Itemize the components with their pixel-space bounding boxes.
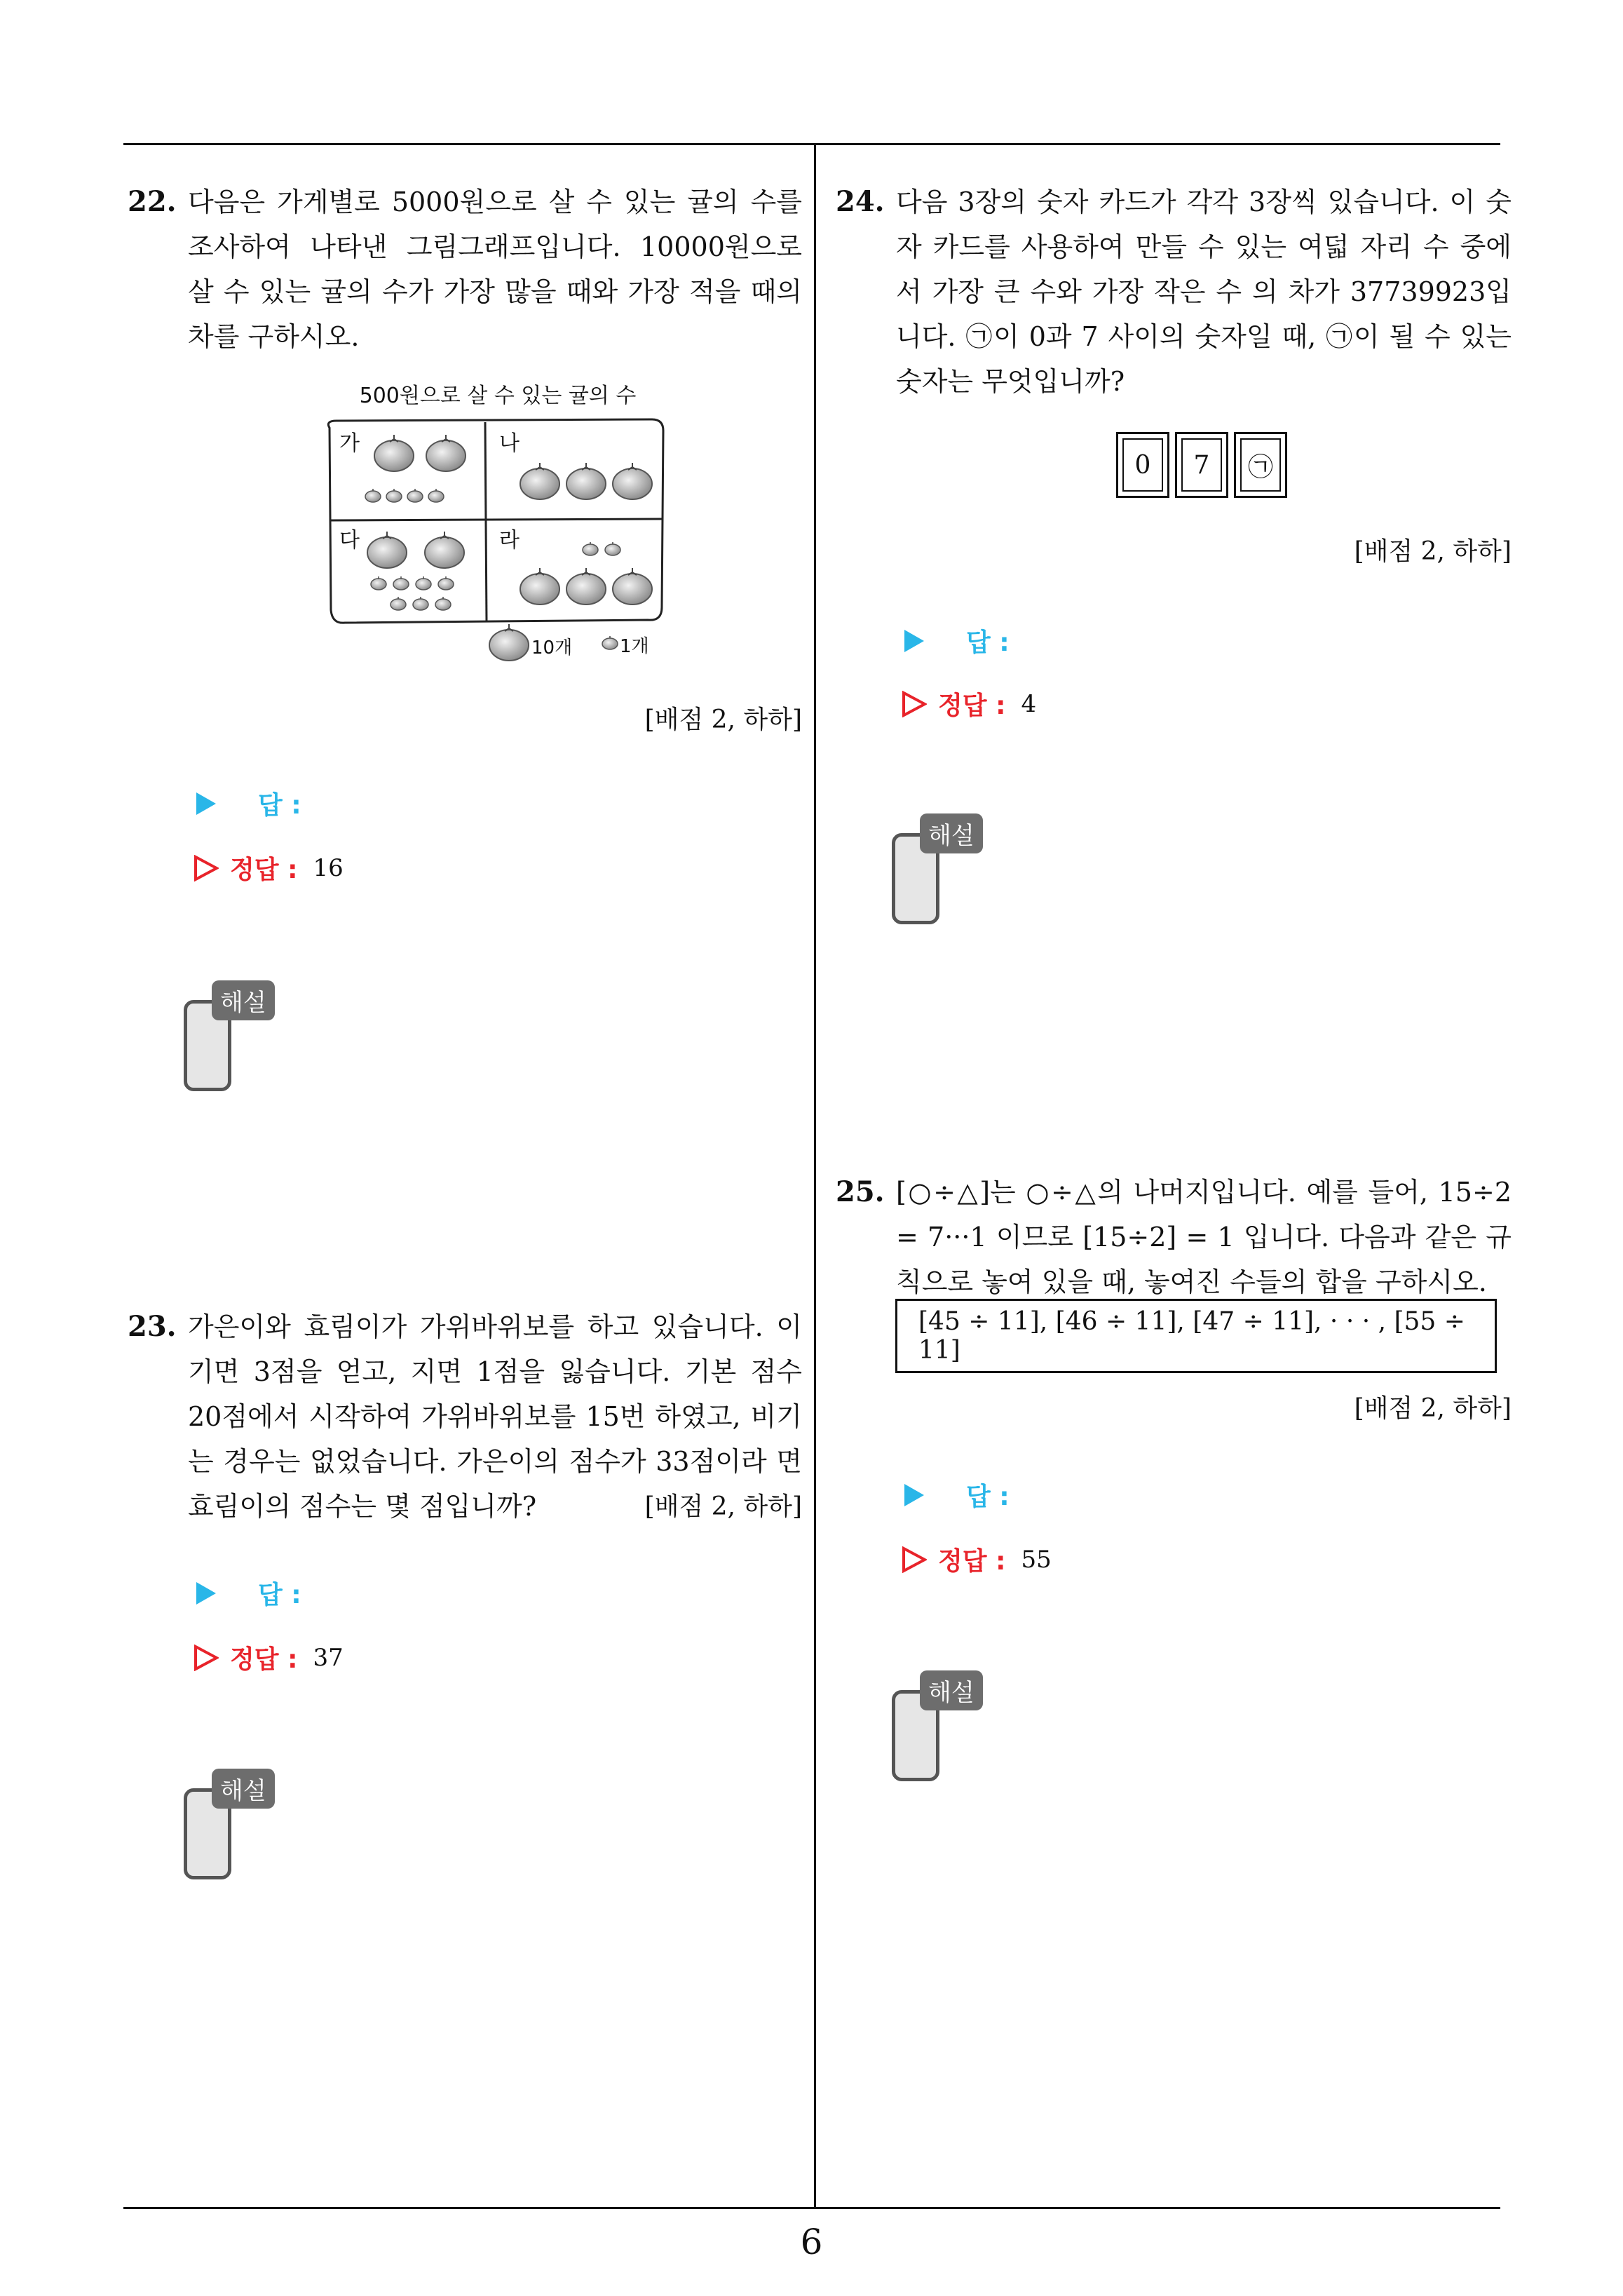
problem-number: 25. [836, 1175, 885, 1208]
problem-text: [○÷△]는 ○÷△의 나머지입니다. 예를 들어, 15÷2 = 7···1 이므로 [15÷2] = 1 입니다. 다음과 같은 규칙으로 놓여 있을 때, 놓여진 수들의 합을 구하시오. [896, 1177, 1512, 1297]
cell-label-da: 다 [339, 528, 360, 553]
correct-row-24 [902, 686, 1036, 722]
explanation-tag: 해설 [920, 813, 983, 853]
answer-triangle-icon [196, 792, 216, 815]
cell-label-ga: 가 [339, 431, 360, 456]
correct-label: 정답 : [230, 856, 298, 884]
problem-text: 다음은 가게별로 5000원으로 살 수 있는 귤의 수를 조사하여 나타낸 그림그래프입니다. 10000원으로 살 수 있는 귤의 수가 가장 많을 때와 가장 적을 때의 차를 구하시오. [188, 187, 802, 352]
correct-row-22 [193, 850, 344, 886]
correct-triangle-icon [193, 1645, 219, 1671]
points-25: [배점 2, 하하] [1354, 1394, 1512, 1423]
legend-big: 10개 [531, 637, 573, 659]
cell-label-ra: 라 [499, 528, 520, 553]
answer-triangle-icon [196, 1582, 216, 1605]
correct-answer: 16 [313, 853, 344, 882]
rule-box [895, 1299, 1497, 1373]
number-card [1116, 432, 1169, 498]
problem-text-body: 가은이와 효림이가 가위바위보를 하고 있습니다. 이기면 3점을 얻고, 지면 1점을 잃습니다. 기본 점수 20점에서 시작하여 가위바위보를 15번 하였고, 비기는 경우는 없었습니다. 가은이의 점수가 33점이라 면 효림이의 점수는 몇 점입니까? [188, 1311, 802, 1522]
answer-row-24 [904, 623, 1010, 659]
bottom-rule [123, 2207, 1500, 2209]
top-rule [123, 143, 1500, 145]
correct-row-23 [193, 1640, 344, 1675]
answer-label: 답 : [258, 791, 301, 820]
answer-row-22 [196, 785, 301, 821]
answer-label: 답 : [966, 1483, 1010, 1511]
correct-triangle-icon [902, 1546, 927, 1573]
answer-triangle-icon [904, 1484, 924, 1506]
card-value: ㉠ [1240, 438, 1281, 492]
number-cards [1116, 432, 1298, 497]
cell-label-na: 나 [499, 431, 520, 456]
correct-label: 정답 : [938, 1547, 1006, 1576]
legend-small: 1개 [620, 636, 649, 657]
problem-25 [836, 1170, 1512, 1304]
correct-answer: 55 [1021, 1545, 1052, 1574]
card-value: 7 [1181, 438, 1222, 492]
problem-number: 24. [836, 185, 885, 218]
correct-triangle-icon [193, 855, 219, 882]
column-divider [814, 143, 816, 2209]
explanation-22[interactable] [184, 980, 289, 1086]
explanation-25[interactable] [892, 1670, 997, 1776]
answer-label: 답 : [258, 1581, 301, 1609]
answer-row-25 [904, 1477, 1010, 1513]
explanation-tag: 해설 [920, 1670, 983, 1710]
page-number: 6 [800, 2222, 823, 2262]
answer-triangle-icon [904, 630, 924, 652]
graph-title: 500원으로 살 수 있는 귤의 수 [359, 384, 637, 408]
correct-triangle-icon [902, 691, 927, 717]
correct-row-25 [902, 1541, 1052, 1577]
points-22: [배점 2, 하하] [644, 705, 802, 734]
explanation-24[interactable] [892, 813, 997, 919]
problem-22 [128, 180, 802, 359]
problem-23 [128, 1304, 802, 1525]
correct-label: 정답 : [230, 1645, 298, 1674]
correct-answer: 37 [313, 1643, 344, 1672]
problem-number: 23. [128, 1310, 177, 1343]
problem-text: 다음 3장의 숫자 카드가 각각 3장씩 있습니다. 이 숫자 카드를 사용하여 만들 수 있는 여덟 자리 수 중에서 가장 큰 수와 가장 작은 수 의 차가 37739923입니다. ㉠이 0과 7 사이의 숫자일 때, ㉠이 될 수 있는 숫자는 무엇입니까? [896, 187, 1512, 397]
correct-answer: 4 [1021, 689, 1037, 718]
points-24: [배점 2, 하하] [1354, 537, 1512, 566]
card-value: 0 [1122, 438, 1163, 492]
problem-24 [836, 180, 1512, 404]
explanation-23[interactable] [184, 1769, 289, 1874]
rule-text: [45 ÷ 11], [46 ÷ 11], [47 ÷ 11], · · · , [55 ÷ 11] [918, 1307, 1465, 1365]
explanation-tag: 해설 [212, 980, 275, 1020]
problem-number: 22. [128, 185, 177, 218]
points-23: [배점 2, 하하] [644, 1492, 802, 1521]
answer-label: 답 : [966, 628, 1010, 657]
number-card [1175, 432, 1228, 498]
fruit-pictograph [308, 379, 673, 666]
answer-row-23 [196, 1575, 301, 1611]
number-card [1234, 432, 1287, 498]
explanation-tag: 해설 [212, 1769, 275, 1809]
correct-label: 정답 : [938, 691, 1006, 720]
